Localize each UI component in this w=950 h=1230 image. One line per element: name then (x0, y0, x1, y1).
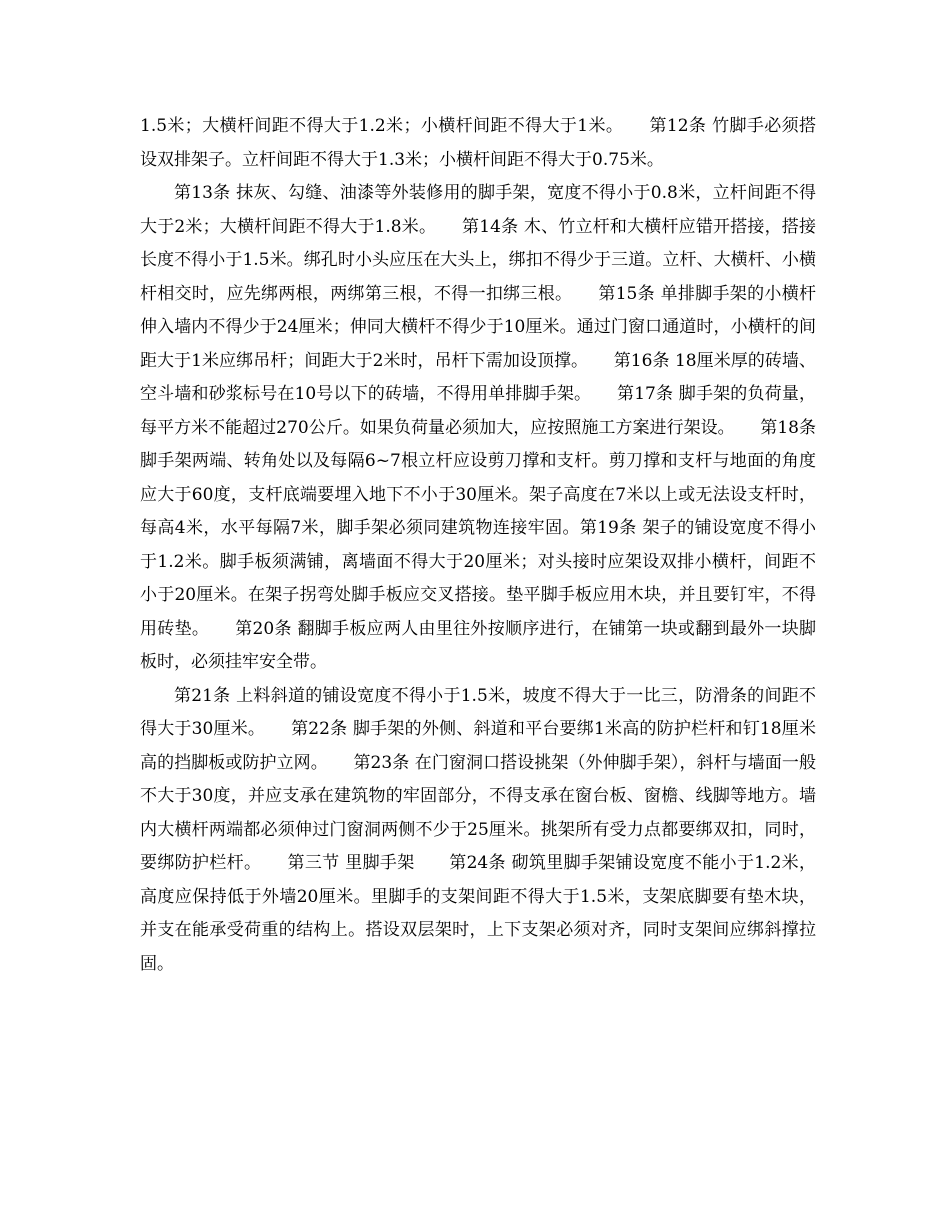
paragraph: 第13条 抹灰、勾缝、油漆等外装修用的脚手架，宽度不得小于0.8米，立杆间距不得大于2米；大横杆间距不得大于1.8米。 第14条 木、竹立杆和大横杆应错开搭接，搭接长度不得小于1.5米。绑孔时小头应压在大头上，绑扣不得少于三道。立杆、大横杆、小横杆相交时，应先绑两根，两绑第三根，不得一扣绑三根。 第15条 单排脚手架的小横杆伸入墙内不得少于24厘米；伸同大横杆不得少于10厘米。通过门窗口通道时，小横杆的间距大于1米应绑吊杆；间距大于2米时，吊杆下需加设顶撑。 第16条 18厘米厚的砖墙、空斗墙和砂浆标号在10号以下的砖墙，不得用单排脚手架。 第17条 脚手架的负荷量，每平方米不能超过270公斤。如果负荷量必须加大，应按照施工方案进行架设。 第18条 脚手架两端、转角处以及每隔6~7根立杆应设剪刀撑和支杆。剪刀撑和支杆与地面的角度应大于60度，支杆底端要埋入地下不小于30厘米。架子高度在7米以上或无法设支杆时，每高4米，水平每隔7米，脚手架必须同建筑物连接牢固。第19条 架子的铺设宽度不得小于1.2米。脚手板须满铺，离墙面不得大于20厘米；对头接时应架设双排小横杆，间距不小于20厘米。在架子拐弯处脚手板应交叉搭接。垫平脚手板应用木块，并且要钉牢，不得用砖垫。 第20条 翻脚手板应两人由里往外按顺序进行，在铺第一块或翻到最外一块脚板时，必须挂牢安全带。 (140, 183, 816, 672)
paragraph: 第21条 上料斜道的铺设宽度不得小于1.5米，坡度不得大于一比三，防滑条的间距不得大于30厘米。 第22条 脚手架的外侧、斜道和平台要绑1米高的防护栏杆和钉18厘米高的挡脚板或防护立网。 第23条 在门窗洞口搭设挑架（外伸脚手架），斜杆与墙面一般不大于30度，并应支承在建筑物的牢固部分，不得支承在窗台板、窗檐、线脚等地方。墙内大横杆两端都必须伸过门窗洞两侧不少于25厘米。挑架所有受力点都要绑双扣，同时，要绑防护栏杆。 第三节 里脚手架 第24条 砌筑里脚手架铺设宽度不能小于1.2米，高度应保持低于外墙20厘米。里脚手的支架间距不得大于1.5米，支架底脚要有垫木块，并支在能承受荷重的结构上。搭设双层架时，上下支架必须对齐，同时支架间应绑斜撑拉固。 (140, 685, 816, 974)
document-body (140, 110, 816, 981)
paragraph: 1.5米；大横杆间距不得大于1.2米；小横杆间距不得大于1米。 第12条 竹脚手必须搭设双排架子。立杆间距不得大于1.3米；小横杆间距不得大于0.75米。 (140, 116, 816, 170)
